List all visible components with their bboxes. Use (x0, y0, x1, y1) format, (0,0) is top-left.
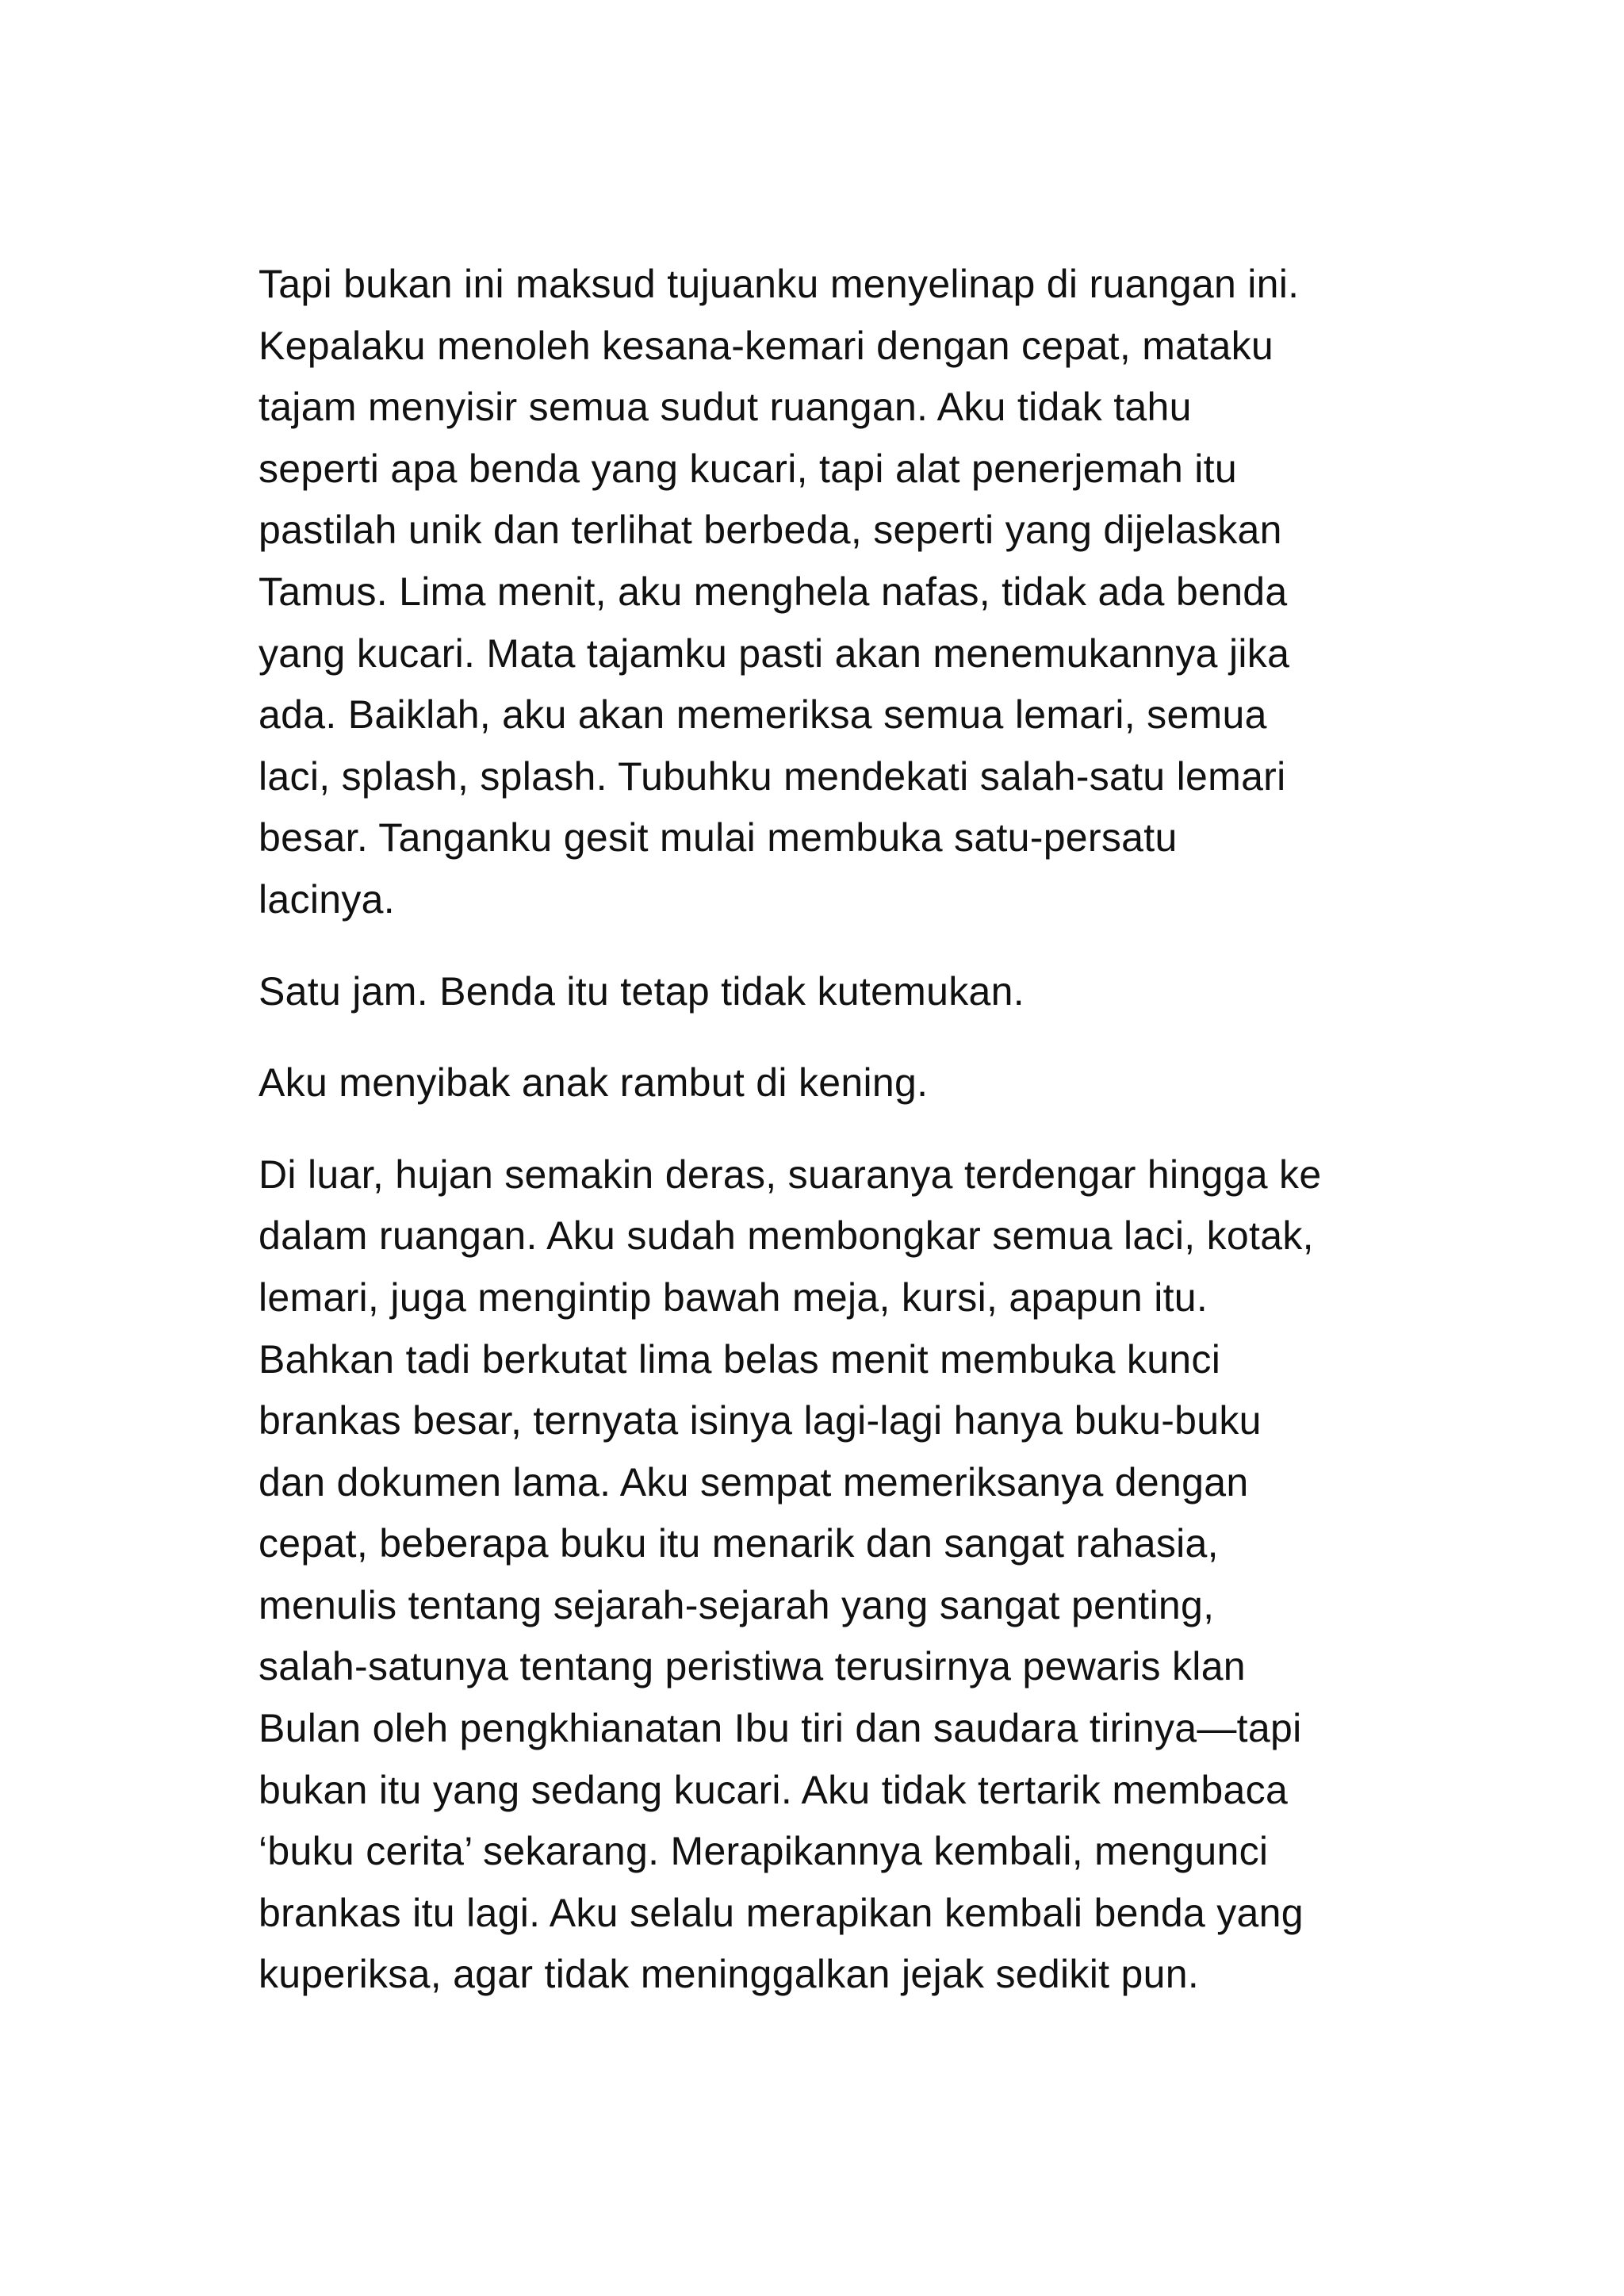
text-line: Tamus. Lima menit, aku menghela nafas, tidak ada benda (259, 569, 1288, 614)
text-line: Kepalaku menoleh kesana-kemari dengan cepat, mataku (259, 323, 1274, 368)
text-line: Bahkan tadi berkutat lima belas menit membuka kunci (259, 1336, 1221, 1382)
text-line: dan dokumen lama. Aku sempat memeriksanya dengan (259, 1459, 1249, 1504)
document-body (259, 254, 1385, 2036)
text-line: Tapi bukan ini maksud tujuanku menyelinap di ruangan ini. (259, 262, 1300, 306)
text-line: laci, splash, splash. Tubuhku mendekati salah-satu lemari (259, 753, 1286, 799)
text-line: ada. Baiklah, aku akan memeriksa semua lemari, semua (259, 692, 1267, 738)
text-line: yang kucari. Mata tajamku pasti akan menemukannya jika (259, 631, 1290, 676)
text-line: bukan itu yang sedang kucari. Aku tidak tertarik membaca (259, 1767, 1289, 1812)
text-line: salah-satunya tentang peristiwa terusirnya pewaris klan (259, 1644, 1246, 1689)
text-line: Bulan oleh pengkhianatan Ibu tiri dan saudara tirinya—tapi (259, 1706, 1302, 1751)
text-line: brankas itu lagi. Aku selalu merapikan kembali benda yang (259, 1890, 1304, 1935)
paragraph-2 (259, 961, 1385, 1023)
text-line: lacinya. (259, 876, 395, 922)
text-line: seperti apa benda yang kucari, tapi alat penerjemah itu (259, 446, 1237, 491)
text-line: Aku menyibak anak rambut di kening. (259, 1060, 929, 1106)
text-line: menulis tentang sejarah-sejarah yang sangat penting, (259, 1582, 1215, 1627)
paragraph-4 (259, 1144, 1385, 2006)
text-line: kuperiksa, agar tidak meninggalkan jejak sedikit pun. (259, 1952, 1200, 1997)
text-line: brankas besar, ternyata isinya lagi-lagi hanya buku-buku (259, 1398, 1262, 1443)
text-line: dalam ruangan. Aku sudah membongkar semua laci, kotak, (259, 1213, 1314, 1259)
text-line: besar. Tanganku gesit mulai membuka satu-persatu (259, 815, 1178, 861)
paragraph-1 (259, 254, 1385, 931)
text-line: pastilah unik dan terlihat berbeda, seperti yang dijelaskan (259, 508, 1282, 553)
text-line: lemari, juga mengintip bawah meja, kursi, apapun itu. (259, 1274, 1208, 1320)
paragraph-3 (259, 1052, 1385, 1114)
text-line: tajam menyisir semua sudut ruangan. Aku tidak tahu (259, 385, 1192, 430)
text-line: Satu jam. Benda itu tetap tidak kutemukan. (259, 968, 1025, 1014)
text-line: cepat, beberapa buku itu menarik dan sangat rahasia, (259, 1521, 1219, 1566)
text-line: ‘buku cerita’ sekarang. Merapikannya kembali, mengunci (259, 1829, 1269, 1874)
text-line: Di luar, hujan semakin deras, suaranya terdengar hingga ke (259, 1152, 1322, 1197)
